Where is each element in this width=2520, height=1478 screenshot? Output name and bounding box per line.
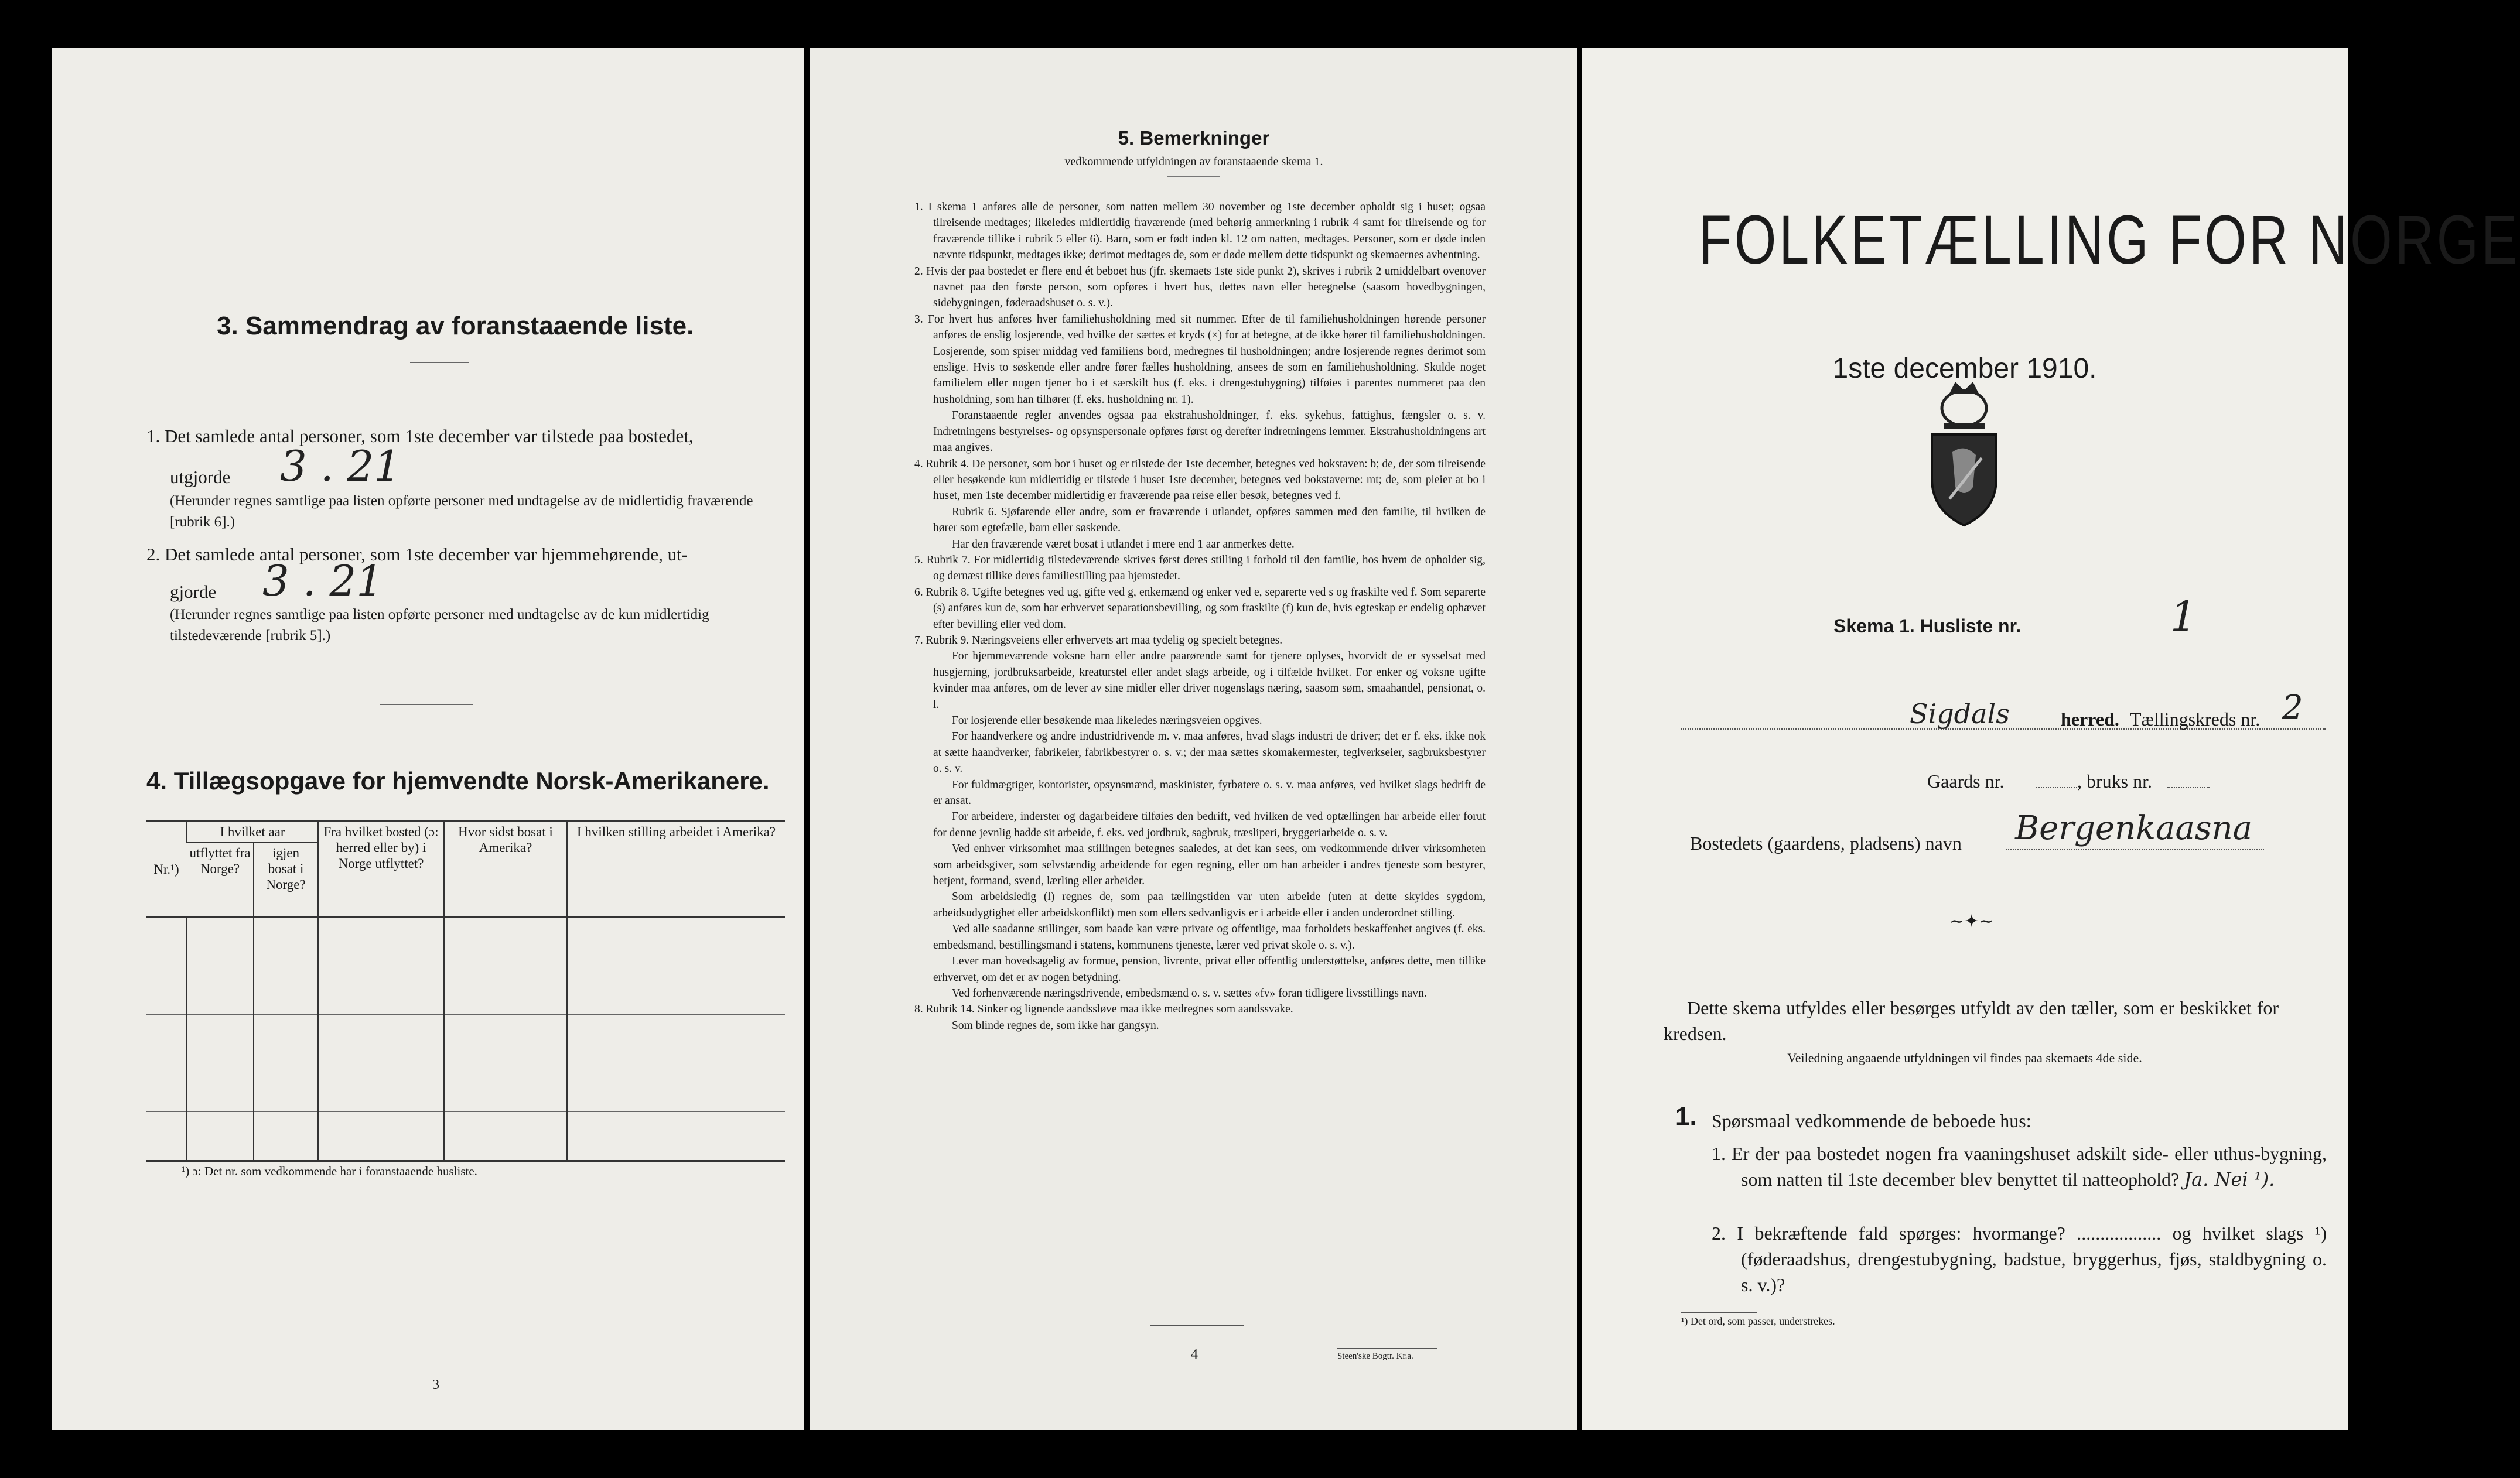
section4-title: 4. Tillægsopgave for hjemvendte Norsk-Amerikanere.: [146, 767, 770, 795]
note-paragraph: 4. Rubrik 4. De personer, som bor i huset og er tilstede der 1ste december, betegnes ved bokstaven: b; de, der som tilreisende eller besøkende kun midlertidig er tilstede i huset 1ste december, betegnes ved bokstaverne: mt; de, som pleier at bo i huset, men 1ste december midlertidig er fraværende paa reise eller besøk, betegnes ved f.: [914, 457, 1486, 502]
col-utflyttet: utflyttet fra Norge?: [187, 843, 254, 918]
gaards-field: [2036, 787, 2077, 788]
bosted-value: Bergenkaasna: [2015, 809, 2253, 847]
note-paragraph: Ved alle saadanne stillinger, som baade kan være private og offentlige, maa forholdets beskaffenhet angives (f. eks. embedsmand, bestillingsmand i statens, kommunens tjeneste, lærer ved privat skole o. s. v.).: [933, 923, 1486, 952]
skema-label: Skema 1. Husliste nr.: [1833, 615, 2022, 637]
note-paragraph: For arbeidere, inderster og dagarbeidere tilføies den bedrift, ved hvilken de ved optællingen har arbeide eller forut for denne jevnlig hadde sit arbeide, f. eks. ved jordbruk, sagbruk, træsliperi, bryggeriarbeide o. s. v.: [933, 810, 1486, 839]
page-number: 3: [432, 1377, 439, 1393]
question-2: 2. I bekræftende fald spørges: hvormange? .................. og hvilket slags ¹) (føderaadshus, drengestubygning, badstue, bryggerhus, fjøs, staldbygning o. s. v.)?: [1712, 1223, 2327, 1295]
herred-label: herred.: [2061, 709, 2119, 730]
section5-title: 5. Bemerkninger: [1118, 127, 1270, 149]
note-paragraph: 8. Rubrik 14. Sinker og lignende aandssløve maa ikke medregnes som aandssvake.: [914, 1003, 1293, 1016]
table-row: [146, 1112, 785, 1161]
note-paragraph: Ved forhenværende næringsdrivende, embedsmænd o. s. v. sættes «fv» foran tidligere livsstillings navn.: [952, 987, 1427, 1000]
note-paragraph: Som blinde regnes de, som ikke har gangsyn.: [952, 1019, 1159, 1032]
col-hvor: Hvor sidst bosat i Amerika?: [444, 821, 567, 918]
footnote: ¹) ɔ: Det nr. som vedkommende har i foranstaaende husliste.: [182, 1164, 477, 1178]
printer-mark: Steen'ske Bogtr. Kr.a.: [1337, 1352, 1413, 1361]
bruks-field: [2167, 787, 2210, 788]
divider: [380, 704, 473, 705]
bosted-label: Bostedets (gaardens, pladsens) navn: [1690, 833, 1962, 854]
question-1-answer: Ja. Nei ¹).: [2184, 1168, 2275, 1190]
note-paragraph: Ved enhver virksomhet maa stillingen betegnes saaledes, at det kan sees, om vedkommende driver virksomheten som arbeidsgiver, som selvstændig arbeidende for egen regning, eller om han arbeider i andres tjeneste som bestyrer, betjent, formand, svend, lærling eller arbeider.: [933, 843, 1486, 888]
note-paragraph: For haandverkere og andre industridrivende m. v. maa anføres, hvad slags industri de driver; det er f. eks. ikke nok at sætte haandverker, fabrikeier, fabrikbestyrer o. s. v.; der maa sættes skomakermester, teglverkseier, sagbruksbestyrer o. s. v.: [933, 730, 1486, 775]
ornament-icon: ∼✦∼: [1949, 912, 1994, 931]
item2-label: gjorde: [170, 581, 217, 602]
note-paragraph: For fuldmægtiger, kontorister, opsynsmænd, maskinister, fyrbøtere o. s. v. maa anføres, ved hvilket slags bedrift de er ansat.: [933, 778, 1486, 808]
norsk-amerikanere-table: [146, 820, 785, 1162]
note-paragraph: Foranstaaende regler anvendes ogsaa paa ekstrahusholdninger, f. eks. sykehus, fattighus, fængsler o. s. v. Indretningens bestyrelses- og opsynspersonale opføres først og derefter indretningens lemmer. Ekstrahusholdningens art maa angives.: [933, 409, 1486, 454]
instruction-text: Dette skema utfyldes eller besørges utfyldt av den tæller, som er beskikket for kredsen.: [1664, 997, 2279, 1044]
note-paragraph: Som arbeidsledig (l) regnes de, som paa tællingstiden var uten arbeide (uten at dette skyldes sygdom, arbeidsudygtighet eller arbeidskonflikt) men som ellers sedvanligvis er i arbeide eller i anden underordnet stilling.: [933, 891, 1486, 919]
item1-text: 1. Det samlede antal personer, som 1ste december var tilstede paa bostedet,: [146, 426, 694, 446]
divider: [1681, 1312, 1757, 1313]
col-nr: Nr.¹): [146, 821, 187, 918]
item1-label: utgjorde: [170, 467, 231, 487]
note-paragraph: Rubrik 6. Sjøfarende eller andre, som er fraværende i utlandet, opføres sammen med den familie, til hvilken de hører som egtefælle, barn eller søskende.: [933, 505, 1486, 535]
question-1-text: 1. Er der paa bostedet nogen fra vaaningshuset adskilt side- eller uthus-bygning, som natten til 1ste december blev benyttet til natteophold?: [1712, 1143, 2327, 1190]
bruks-label: , bruks nr.: [2077, 771, 2152, 792]
note-paragraph: 7. Rubrik 9. Næringsveiens eller erhvervets art maa tydelig og specielt betegnes.: [914, 634, 1283, 646]
notes-list: [914, 199, 1486, 1034]
question-header-number: 1.: [1675, 1102, 1697, 1131]
divider: [1337, 1348, 1437, 1349]
main-title: FOLKETÆLLING FOR NORGE: [1699, 201, 2520, 279]
section5-subtitle: vedkommende utfyldningen av foranstaaende skema 1.: [1064, 155, 1323, 168]
bosted-field: [2006, 849, 2264, 850]
col-stilling: I hvilken stilling arbeidet i Amerika?: [567, 821, 785, 918]
item1-note: (Herunder regnes samtlige paa listen opførte personer med undtagelse av de midlertidig fraværende [rubrik 6].): [170, 493, 753, 530]
item2-text: 2. Det samlede antal personer, som 1ste december var hjemmehørende, ut-: [146, 544, 688, 564]
note-paragraph: 3. For hvert hus anføres hver familiehusholdning med sit nummer. Efter de til familiehusholdningen hørende personer anføres de enslig losjerende, ved hvilke der sættes et kryds (×) for at betegne, at de ikke hører til familiehusholdningen. Losjerende, som spiser middag ved familiens bord, medregnes til husholdningen; andre losjerende regnes derimot som enslige. Hvis to søskende eller andre fører fælles husholdning, ansees de som en familiehusholdning. Skulde noget familielem eller nogen tjener bo i et særskilt hus (f. eks. i drengestubygning) tilføies i parentes nummeret paa den husholdning, som han tilhører (f. eks. husholdning nr. 1).: [914, 313, 1486, 406]
item2-value: 3 . 21: [262, 556, 384, 605]
page-number: 4: [1191, 1347, 1198, 1362]
footnote: ¹) Det ord, som passer, understrekes.: [1681, 1315, 1835, 1327]
question-header: Spørsmaal vedkommende de beboede hus:: [1712, 1110, 2031, 1131]
col-group: I hvilket aar: [187, 821, 318, 843]
herred-value: Sigdals: [1910, 698, 2010, 730]
table-row: [146, 917, 785, 966]
note-paragraph: 2. Hvis der paa bostedet er flere end ét beboet hus (jfr. skemaets 1ste side punkt 2), skrives i rubrik 2 umiddelbart ovenover navnet paa den første person, som opføres i hvert hus, dettes navn eller betegnelse (saasom hovedbygningen, sidebygningen, føderaadshuset o. s. v.).: [914, 265, 1486, 310]
note-paragraph: For hjemmeværende voksne barn eller andre paarørende samt for tjenere oplyses, hvorvidt de er sysselsat med husgjerning, jordbruksarbeide, kreaturstel eller andet slags arbeide, og i tilfælde hvilket. For enker og voksne ugifte kvinder maa anføres, om de lever av sine midler eller driver nogenslags næring, saasom søm, smaahandel, pensionat, o. l.: [933, 650, 1486, 711]
divider: [1150, 1325, 1244, 1326]
note-paragraph: 6. Rubrik 8. Ugifte betegnes ved ug, gifte ved g, enkemænd og enker ved e, separerte ved s og fraskilte ved f. Som separerte (s) anføres kun de, som har erhvervet separationsbevilling, og som fraskilte (f) kun de, hvis egteskap er endelig ophævet efter bevilling eller ved dom.: [914, 586, 1486, 631]
divider: [410, 362, 469, 363]
item2-note: (Herunder regnes samtlige paa listen opførte personer med undtagelse av de kun midlertidig tilstedeværende [rubrik 5].): [170, 607, 709, 644]
section3-title: 3. Sammendrag av foranstaaende liste.: [217, 312, 694, 340]
census-date: 1ste december 1910.: [1832, 353, 2097, 384]
instruction-small: Veiledning angaaende utfyldningen vil findes paa skemaets 4de side.: [1787, 1051, 2142, 1065]
col-bosat: igjen bosat i Norge?: [254, 843, 318, 918]
page-left: [52, 48, 804, 1430]
col-fra: Fra hvilket bosted (ɔ: herred eller by) i Norge utflyttet?: [318, 821, 444, 918]
husliste-nr: 1: [2170, 593, 2197, 641]
question-1: [1712, 1141, 2327, 1192]
note-paragraph: Lever man hovedsagelig av formue, pension, livrente, privat eller offentlig understøttelse, anføres dette, men tillike erhvervet, om det er av nogen betydning.: [933, 955, 1486, 984]
table-row: [146, 966, 785, 1015]
page-middle: [810, 48, 1577, 1430]
page-right: [1582, 48, 2520, 1430]
table-row: [146, 1063, 785, 1112]
krets-value: 2: [2282, 689, 2303, 727]
divider: [1167, 176, 1220, 177]
krets-label: Tællingskreds nr.: [2130, 709, 2261, 730]
note-paragraph: 5. Rubrik 7. For midlertidig tilstedeværende skrives først deres stilling i forhold til den familie, hos hvem de opholder sig, og dernæst tillike deres familiestilling paa hjemstedet.: [914, 553, 1486, 583]
table-row: [146, 1015, 785, 1063]
item1-value: 3 . 21: [280, 442, 401, 491]
note-paragraph: Har den fraværende været bosat i utlandet i mere end 1 aar anmerkes dette.: [952, 538, 1295, 550]
gaards-label: Gaards nr.: [1927, 771, 2005, 792]
note-paragraph: For losjerende eller besøkende maa likeledes næringsveien opgives.: [952, 714, 1262, 727]
coat-of-arms-icon: [1920, 376, 2008, 528]
note-paragraph: 1. I skema 1 anføres alle de personer, som natten mellem 30 november og 1ste december opholdt sig i huset; ogsaa tilreisende medtages; likeledes midlertidig fraværende (med behørig anmerkning i rubrik 4 samt for tilreisende og for fraværende tillike i rubrik 5 eller 6). Barn, som er født inden kl. 12 om natten, medtages. Personer, som er døde inden nævnte tidspunkt, medtages ikke; derimot medtages de, som er døde mellem dette tidspunkt og skemaernes avhentning.: [914, 201, 1486, 262]
